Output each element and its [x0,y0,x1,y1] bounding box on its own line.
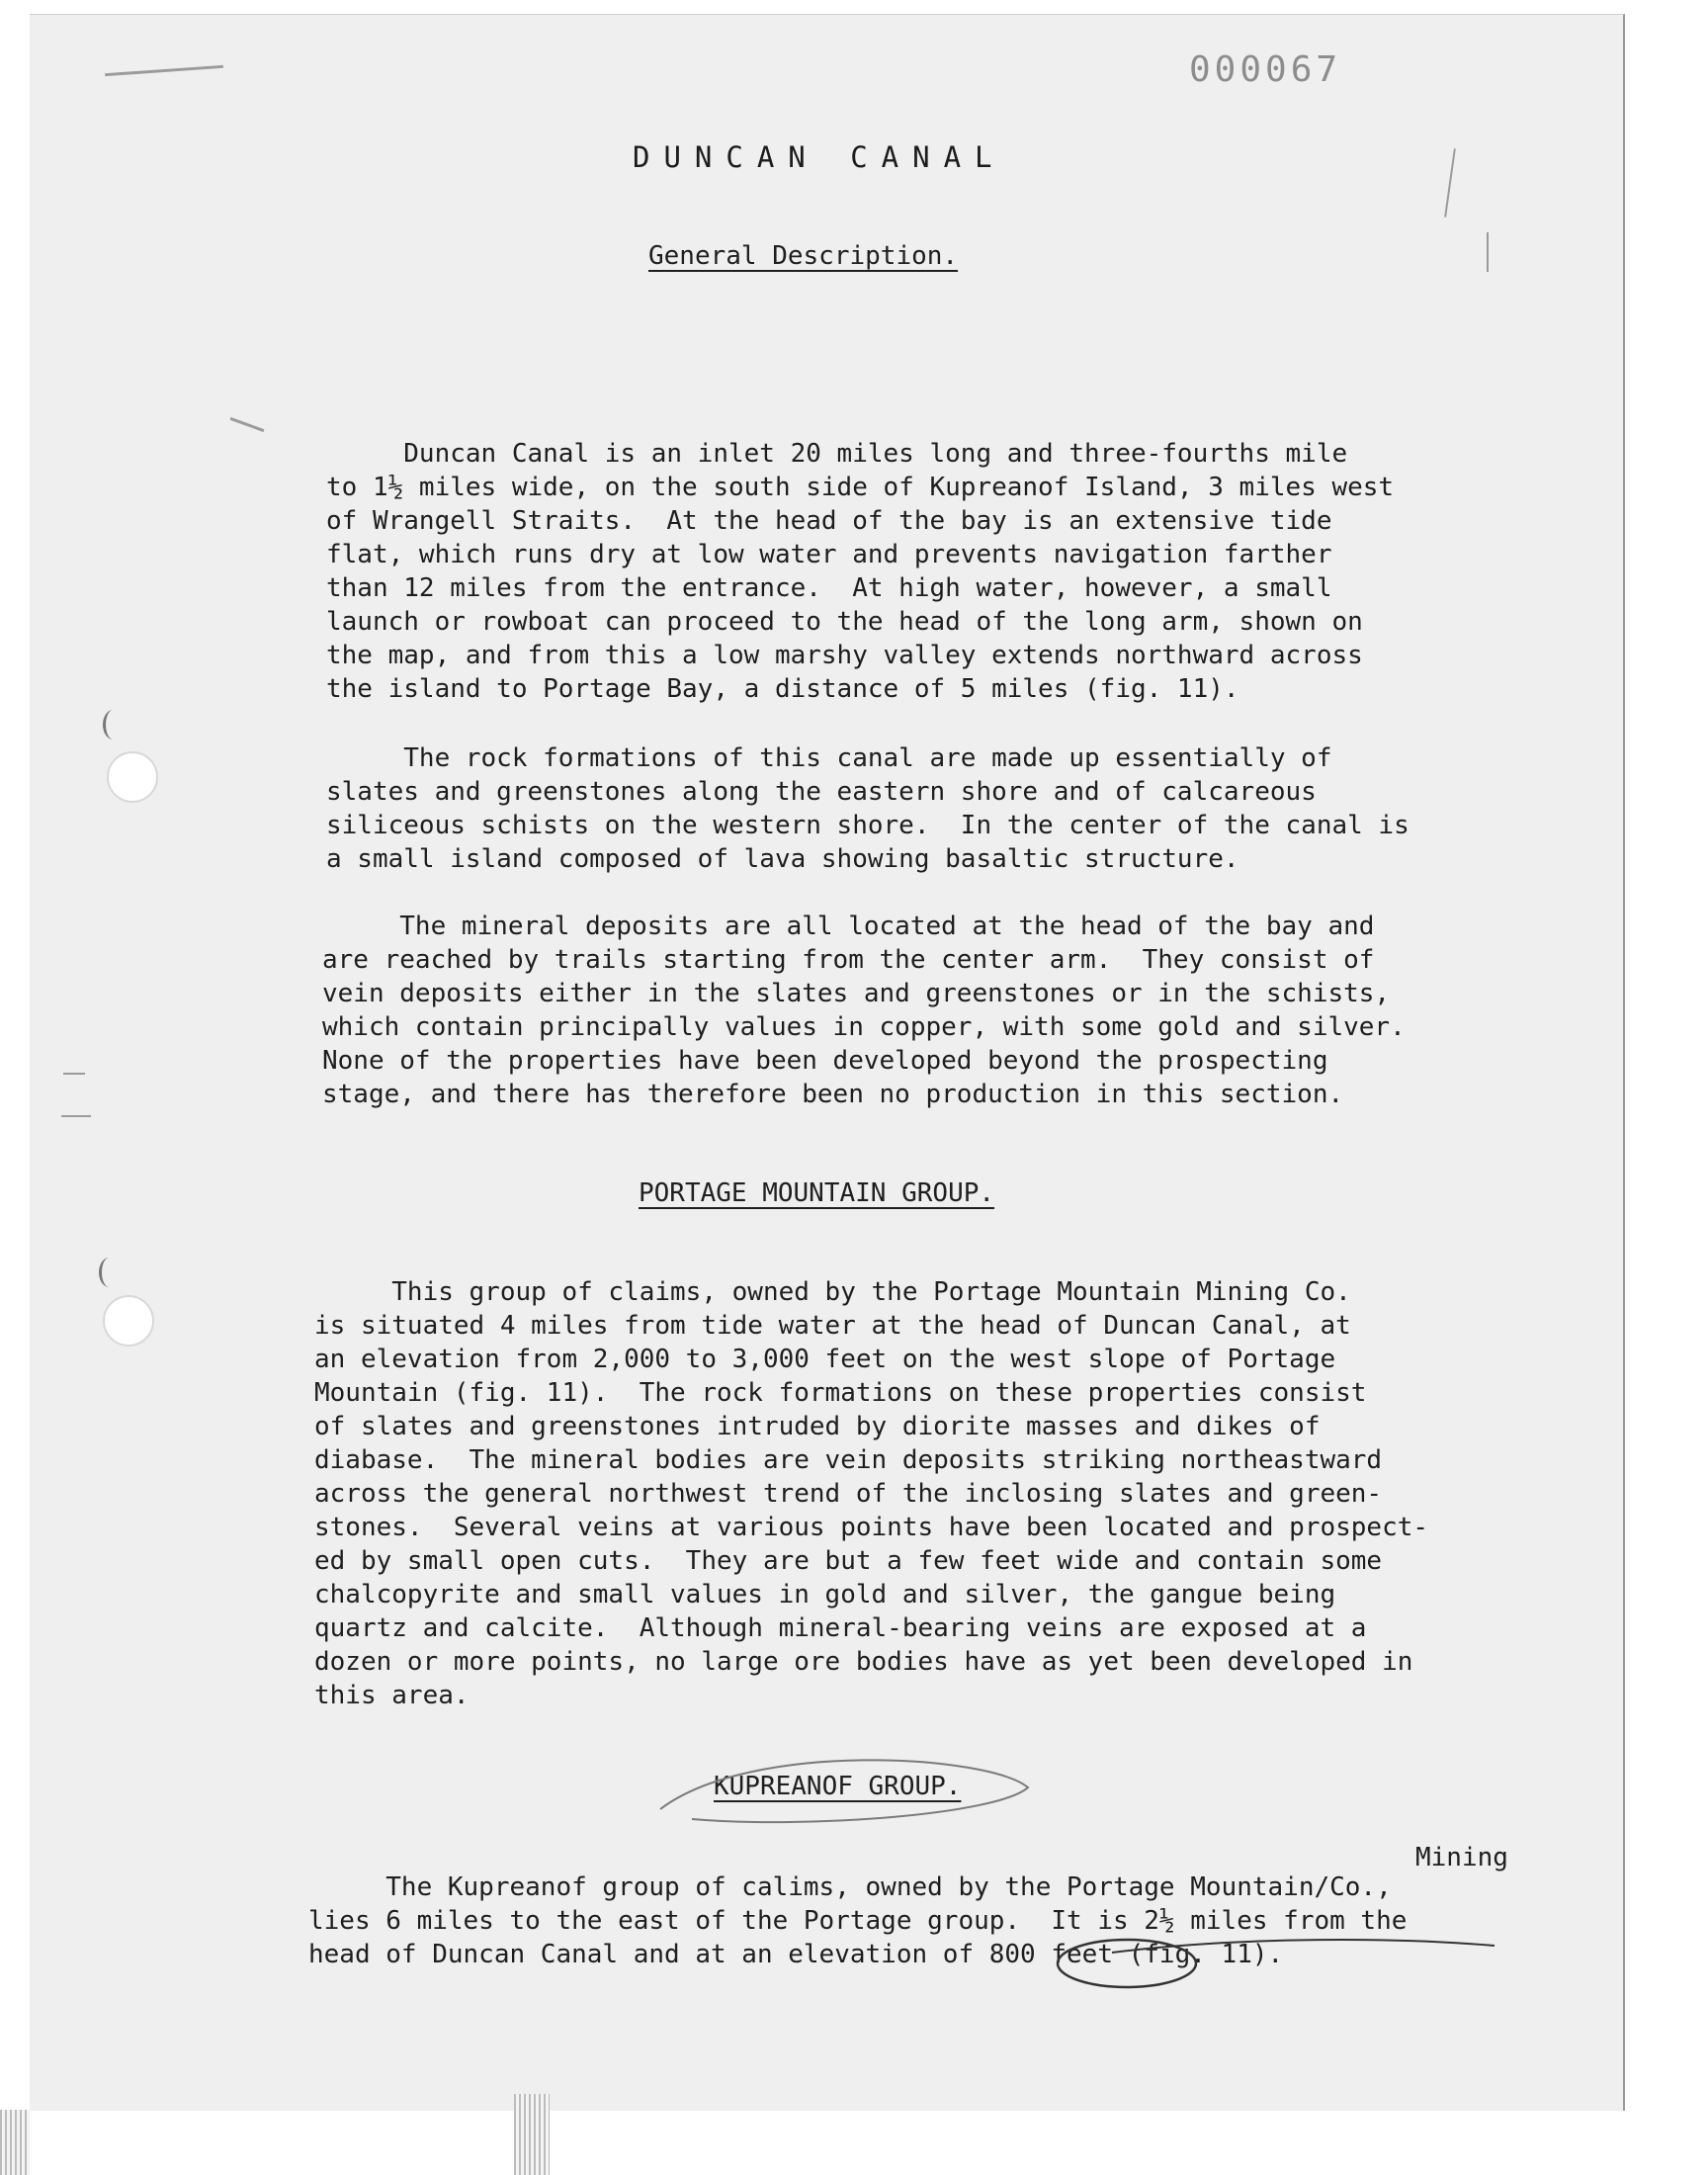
paragraph: This group of claims, owned by the Portage Mountain Mining Co. is situated 4 miles from tide water at the head of Duncan Canal, at an elevation from 2,000 to 3,000 feet on the west slope of Portage Mountain (fig. 11). The rock formations on these properties consist of slates and greenstones intruded by diorite masses and dikes of diabase. The mineral bodies are vein deposits striking northeastward across the general northwest trend of the inclosing slates and green- stones. Several veins at various points have been located and prospect- ed by small open cuts. They are but a few feet wide and contain some chalcopyrite and small values in gold and silver, the gangue being quartz and calcite. Although mineral-bearing veins are exposed at a dozen or more points, no large ore bodies have as yet been developed in this area. [314,1277,1429,1710]
handwritten-insertion: Mining [1415,1843,1508,1872]
binder-edge [514,2094,550,2175]
section-heading-portage: PORTAGE MOUNTAIN GROUP. [639,1178,995,1208]
paragraph: The mineral deposits are all located at the head of the bay and are reached by trails starting from the center arm. They consist of vein deposits either in the slates and greenstones or in the schists, which contain principally values in copper, with some gold and silver. None of the properties have been developed beyond the prospecting stage, and there has therefore been no production in this section. [322,912,1406,1109]
punch-hole [103,1295,154,1347]
paragraph: The Kupreanof group of calims, owned by the Portage Mountain/Co., lies 6 miles to the east of the Portage group. It is 2½ miles from the head of Duncan Canal and at an elevation of 800 feet (fig. 11). [308,1872,1408,1969]
section-heading-general: General Description. [648,241,959,271]
page-title: DUNCAN CANAL [633,140,1006,174]
paragraph: The rock formations of this canal are made up essentially of slates and greenstones along the eastern shore and of calcareous siliceous schists on the western shore. In the center of the canal is a small island composed of lava showing basaltic structure. [326,743,1409,874]
punch-hole [107,751,158,803]
punch-hole-mark [103,710,124,740]
scan-smudge [61,1115,91,1117]
scan-smudge [1487,232,1489,272]
scan-smudge [63,1073,85,1075]
paragraph: Duncan Canal is an inlet 20 miles long and three-fourths mile to 1½ miles wide, on the south side of Kupreanof Island, 3 miles west of Wrangell Straits. At the head of the bay is an extensive tide flat, which runs dry at low water and prevents navigation farther than 12 miles from the entrance. At high water, however, a small launch or rowboat can proceed to the head of the long arm, shown on the map, and from this a low marshy valley extends northward across the island to Portage Bay, a distance of 5 miles (fig. 11). [326,439,1395,704]
section-heading-kupreanof: KUPREANOF GROUP. [714,1772,962,1801]
binder-edge [0,2110,30,2175]
punch-hole-mark [99,1258,120,1287]
serial-number: 000067 [1189,49,1342,90]
